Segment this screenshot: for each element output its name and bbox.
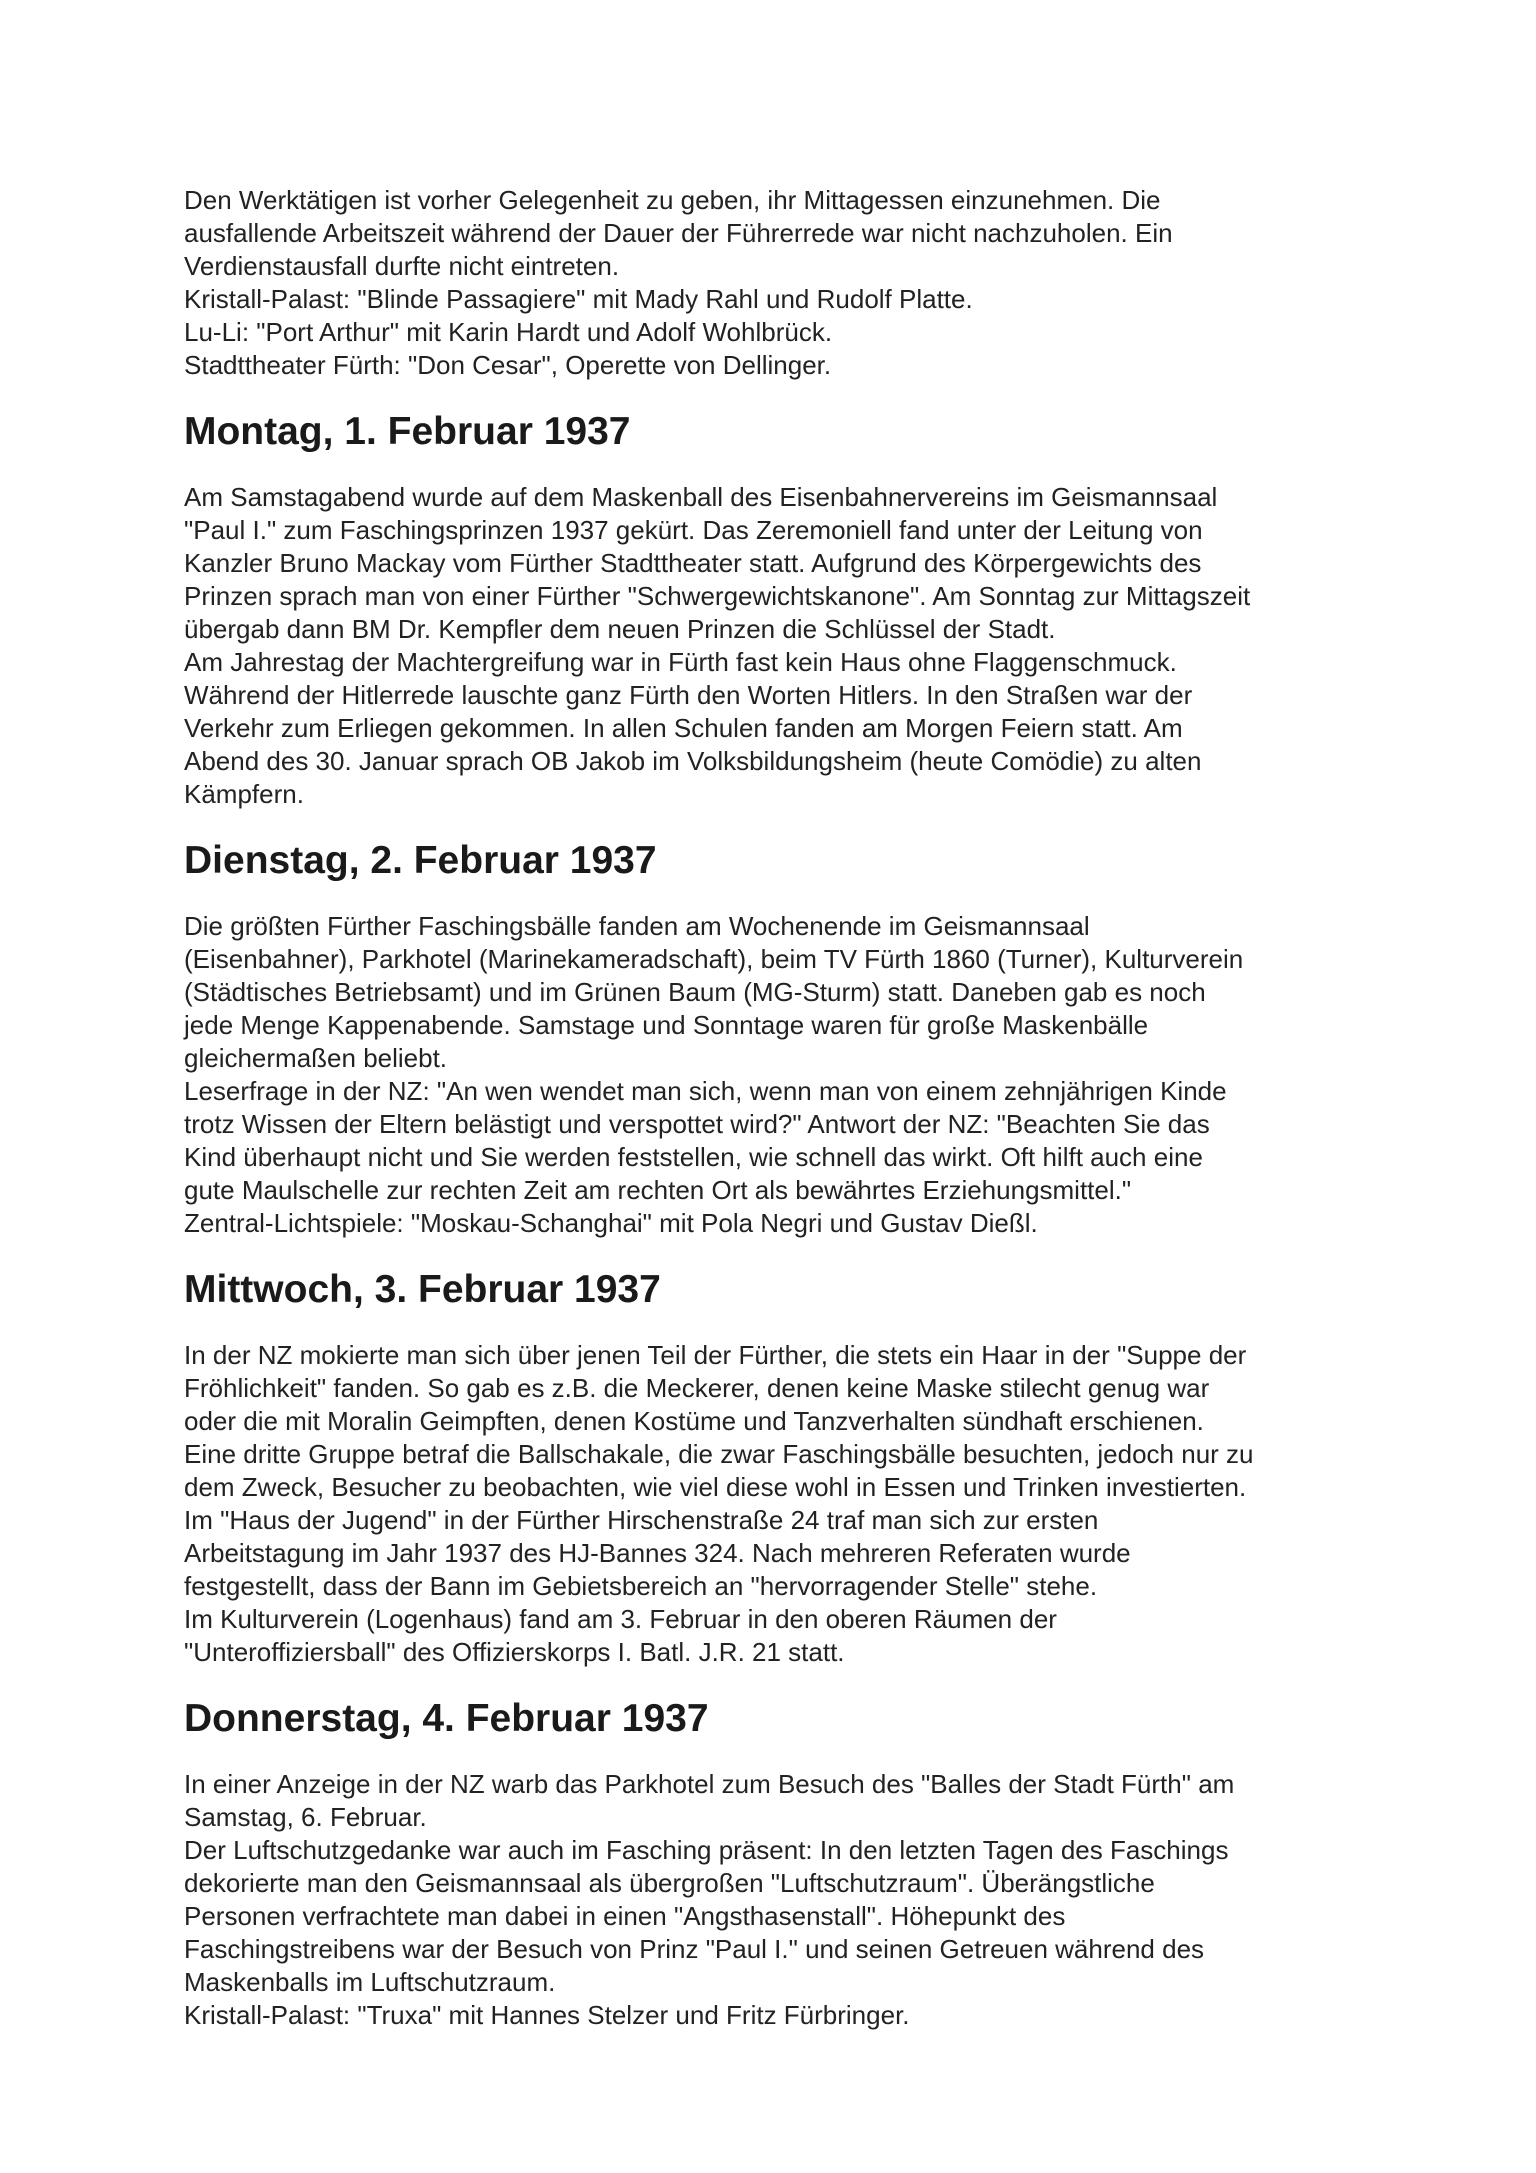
text-line: "Unteroffiziersball" des Offizierskorps I. Batl. J.R. 21 statt.	[184, 1637, 845, 1667]
text-line: Lu-Li: "Port Arthur" mit Karin Hardt und Adolf Wohlbrück.	[184, 317, 833, 347]
date-heading: Dienstag, 2. Februar 1937	[184, 839, 657, 882]
text-line: ausfallende Arbeitszeit während der Dauer der Führerrede war nicht nachzuholen. Ein	[184, 218, 1173, 248]
text-line: Leserfrage in der NZ: "An wen wendet man sich, wenn man von einem zehnjährigen Kinde	[184, 1076, 1227, 1106]
text-line: Kristall-Palast: "Truxa" mit Hannes Stelzer und Fritz Fürbringer.	[184, 2000, 910, 2030]
text-line: Kind überhaupt nicht und Sie werden feststellen, wie schnell das wirkt. Oft hilft auch eine	[184, 1142, 1203, 1172]
entry-paragraph	[184, 481, 1364, 811]
entry-paragraph	[184, 1768, 1364, 2032]
text-line: Zentral-Lichtspiele: "Moskau-Schanghai" mit Pola Negri und Gustav Dießl.	[184, 1208, 1038, 1238]
text-line: Personen verfrachtete man dabei in einen "Angsthasenstall". Höhepunkt des	[184, 1901, 1066, 1931]
text-line: In einer Anzeige in der NZ warb das Parkhotel zum Besuch des "Balles der Stadt Fürth" am	[184, 1769, 1235, 1799]
text-line: oder die mit Moralin Geimpften, denen Kostüme und Tanzverhalten sündhaft erschienen.	[184, 1406, 1204, 1436]
text-line: Am Samstagabend wurde auf dem Maskenball des Eisenbahnervereins im Geismannsaal	[184, 482, 1218, 512]
date-heading: Donnerstag, 4. Februar 1937	[184, 1697, 709, 1740]
entry-paragraph	[184, 1339, 1364, 1669]
text-line: (Eisenbahner), Parkhotel (Marinekameradschaft), beim TV Fürth 1860 (Turner), Kulturverein	[184, 944, 1244, 974]
document-body	[184, 184, 1364, 2032]
text-line: Kristall-Palast: "Blinde Passagiere" mit Mady Rahl und Rudolf Platte.	[184, 284, 973, 314]
text-line: Verdienstausfall durfte nicht eintreten.	[184, 251, 620, 281]
text-line: Fröhlichkeit" fanden. So gab es z.B. die Meckerer, denen keine Maske stilecht genug war	[184, 1373, 1210, 1403]
text-line: Faschingstreibens war der Besuch von Prinz "Paul I." und seinen Getreuen während des	[184, 1934, 1205, 1964]
text-line: übergab dann BM Dr. Kempfler dem neuen Prinzen die Schlüssel der Stadt.	[184, 614, 1056, 644]
text-line: Arbeitstagung im Jahr 1937 des HJ-Bannes 324. Nach mehreren Referaten wurde	[184, 1538, 1131, 1568]
text-line: Die größten Fürther Faschingsbälle fanden am Wochenende im Geismannsaal	[184, 911, 1090, 941]
text-line: Abend des 30. Januar sprach OB Jakob im Volksbildungsheim (heute Comödie) zu alten	[184, 746, 1202, 776]
text-line: Prinzen sprach man von einer Fürther "Schwergewichtskanone". Am Sonntag zur Mittagszeit	[184, 581, 1251, 611]
text-line: jede Menge Kappenabende. Samstage und Sonntage waren für große Maskenbälle	[184, 1010, 1149, 1040]
text-line: Maskenballs im Luftschutzraum.	[184, 1967, 556, 1997]
text-line: Im Kulturverein (Logenhaus) fand am 3. Februar in den oberen Räumen der	[184, 1604, 1057, 1634]
text-line: Samstag, 6. Februar.	[184, 1802, 427, 1832]
date-heading: Montag, 1. Februar 1937	[184, 410, 631, 453]
date-heading: Mittwoch, 3. Februar 1937	[184, 1268, 661, 1311]
text-line: festgestellt, dass der Bann im Gebietsbereich an "hervorragender Stelle" stehe.	[184, 1571, 1098, 1601]
entry-paragraph	[184, 910, 1364, 1240]
text-line: Während der Hitlerrede lauschte ganz Fürth den Worten Hitlers. In den Straßen war der	[184, 680, 1193, 710]
text-line: Im "Haus der Jugend" in der Fürther Hirschenstraße 24 traf man sich zur ersten	[184, 1505, 1099, 1535]
text-line: Der Luftschutzgedanke war auch im Fasching präsent: In den letzten Tagen des Faschings	[184, 1835, 1229, 1865]
intro-paragraph	[184, 184, 1364, 382]
text-line: dem Zweck, Besucher zu beobachten, wie viel diese wohl in Essen und Trinken investierten.	[184, 1472, 1247, 1502]
text-line: gleichermaßen beliebt.	[184, 1043, 448, 1073]
text-line: Eine dritte Gruppe betraf die Ballschakale, die zwar Faschingsbälle besuchten, jedoch nur zu	[184, 1439, 1254, 1469]
text-line: (Städtisches Betriebsamt) und im Grünen Baum (MG-Sturm) statt. Daneben gab es noch	[184, 977, 1206, 1007]
text-line: "Paul I." zum Faschingsprinzen 1937 gekürt. Das Zeremoniell fand unter der Leitung von	[184, 515, 1203, 545]
text-line: gute Maulschelle zur rechten Zeit am rechten Ort als bewährtes Erziehungsmittel."	[184, 1175, 1132, 1205]
text-line: Kämpfern.	[184, 779, 304, 809]
text-line: Kanzler Bruno Mackay vom Fürther Stadttheater statt. Aufgrund des Körpergewichts des	[184, 548, 1202, 578]
text-line: Verkehr zum Erliegen gekommen. In allen Schulen fanden am Morgen Feiern statt. Am	[184, 713, 1183, 743]
text-line: Am Jahrestag der Machtergreifung war in Fürth fast kein Haus ohne Flaggenschmuck.	[184, 647, 1177, 677]
text-line: Den Werktätigen ist vorher Gelegenheit zu geben, ihr Mittagessen einzunehmen. Die	[184, 185, 1161, 215]
text-line: dekorierte man den Geismannsaal als übergroßen "Luftschutzraum". Überängstliche	[184, 1868, 1155, 1898]
text-line: In der NZ mokierte man sich über jenen Teil der Fürther, die stets ein Haar in der "Suppe der	[184, 1340, 1247, 1370]
text-line: Stadttheater Fürth: "Don Cesar", Operette von Dellinger.	[184, 350, 832, 380]
text-line: trotz Wissen der Eltern belästigt und verspottet wird?" Antwort der NZ: "Beachten Sie das	[184, 1109, 1210, 1139]
